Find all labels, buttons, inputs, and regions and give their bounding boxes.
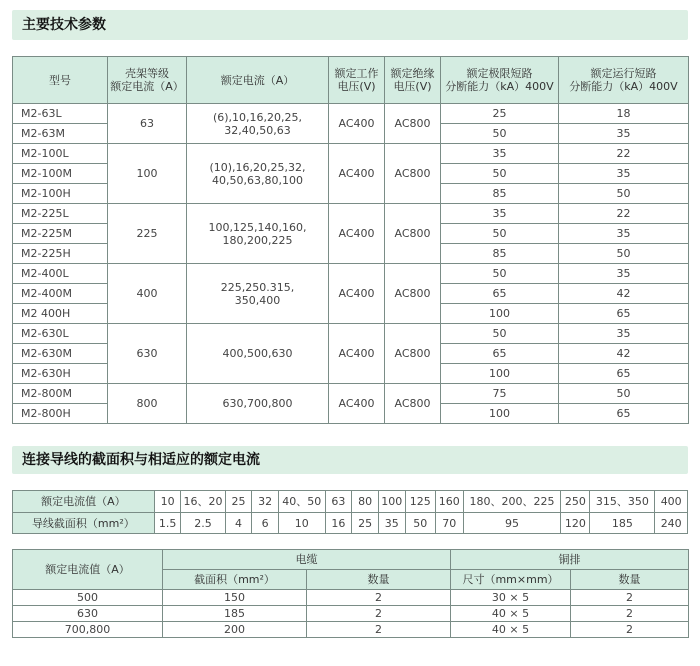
ultimate-breaking-cell: 35	[441, 144, 559, 164]
model-cell: M2-800H	[13, 404, 108, 424]
service-breaking-cell: 35	[559, 264, 689, 284]
frame-current-cell: 800	[108, 384, 187, 424]
service-breaking-cell: 50	[559, 244, 689, 264]
frame-current-cell: 100	[108, 144, 187, 204]
section-title-wire: 连接导线的截面积与相适应的额定电流	[12, 446, 688, 474]
service-breaking-cell: 35	[559, 124, 689, 144]
work-voltage-cell: AC400	[329, 324, 385, 384]
rated-current-cell: 100,125,140,160, 180,200,225	[187, 204, 329, 264]
work-voltage-cell: AC400	[329, 384, 385, 424]
wire-current-label: 额定电流值（A）	[13, 491, 155, 513]
rated-current-cell: (6),10,16,20,25, 32,40,50,63	[187, 104, 329, 144]
service-breaking-cell: 22	[559, 144, 689, 164]
wire-area-cell: 95	[463, 513, 561, 534]
insulation-voltage-cell: AC800	[385, 264, 441, 324]
wire-current-cell: 180、200、225	[463, 491, 561, 513]
copper-size-cell: 40 × 5	[451, 622, 571, 638]
wire-area-cell: 185	[590, 513, 655, 534]
insulation-voltage-cell: AC800	[385, 324, 441, 384]
header-model: 型号	[13, 57, 108, 104]
header-frame-current: 壳架等级 额定电流（A）	[108, 57, 187, 104]
wire-current-cell: 16、20	[181, 491, 225, 513]
wire-area-cell: 6	[252, 513, 279, 534]
header-insulation-voltage: 额定绝缘 电压(V)	[385, 57, 441, 104]
model-cell: M2-63L	[13, 104, 108, 124]
model-cell: M2-800M	[13, 384, 108, 404]
insulation-voltage-cell: AC800	[385, 384, 441, 424]
copper-qty-cell: 2	[571, 590, 689, 606]
wire-area-cell: 16	[325, 513, 352, 534]
ultimate-breaking-cell: 25	[441, 104, 559, 124]
service-breaking-cell: 42	[559, 344, 689, 364]
cable-qty-cell: 2	[307, 622, 451, 638]
wire-current-cell: 10	[154, 491, 181, 513]
model-cell: M2-225L	[13, 204, 108, 224]
work-voltage-cell: AC400	[329, 204, 385, 264]
rated-current-cell: 400,500,630	[187, 324, 329, 384]
model-cell: M2-400L	[13, 264, 108, 284]
service-breaking-cell: 35	[559, 164, 689, 184]
cable-current-cell: 700,800	[13, 622, 163, 638]
cable-current-cell: 630	[13, 606, 163, 622]
cable-area-cell: 150	[163, 590, 307, 606]
spec-row	[13, 104, 689, 124]
header-cable: 电缆	[163, 550, 451, 570]
section-title-specs: 主要技术参数	[12, 10, 688, 40]
cable-current-cell: 500	[13, 590, 163, 606]
wire-area-cell: 240	[655, 513, 688, 534]
ultimate-breaking-cell: 50	[441, 264, 559, 284]
cable-qty-cell: 2	[307, 590, 451, 606]
header-ultimate-breaking: 额定极限短路 分断能力（kA）400V	[441, 57, 559, 104]
service-breaking-cell: 35	[559, 324, 689, 344]
frame-current-cell: 630	[108, 324, 187, 384]
model-cell: M2-630L	[13, 324, 108, 344]
copper-qty-cell: 2	[571, 622, 689, 638]
service-breaking-cell: 50	[559, 384, 689, 404]
service-breaking-cell: 22	[559, 204, 689, 224]
ultimate-breaking-cell: 50	[441, 224, 559, 244]
spec-row	[13, 384, 689, 404]
model-cell: M2-630M	[13, 344, 108, 364]
copper-size-cell: 30 × 5	[451, 590, 571, 606]
wire-current-cell: 80	[352, 491, 379, 513]
wire-area-cell: 50	[405, 513, 435, 534]
cable-area-cell: 200	[163, 622, 307, 638]
service-breaking-cell: 65	[559, 364, 689, 384]
model-cell: M2-100H	[13, 184, 108, 204]
header-rated-current: 额定电流（A）	[187, 57, 329, 104]
model-cell: M2-100M	[13, 164, 108, 184]
spec-row	[13, 204, 689, 224]
header-work-voltage: 额定工作 电压(V)	[329, 57, 385, 104]
wire-current-cell: 160	[435, 491, 463, 513]
header-cable-qty: 数量	[307, 570, 451, 590]
ultimate-breaking-cell: 35	[441, 204, 559, 224]
spec-row	[13, 264, 689, 284]
ultimate-breaking-cell: 50	[441, 324, 559, 344]
model-cell: M2-63M	[13, 124, 108, 144]
insulation-voltage-cell: AC800	[385, 204, 441, 264]
frame-current-cell: 400	[108, 264, 187, 324]
ultimate-breaking-cell: 85	[441, 244, 559, 264]
service-breaking-cell: 65	[559, 304, 689, 324]
frame-current-cell: 63	[108, 104, 187, 144]
wire-current-cell: 100	[378, 491, 405, 513]
model-cell: M2-400M	[13, 284, 108, 304]
service-breaking-cell: 50	[559, 184, 689, 204]
wire-area-cell: 4	[225, 513, 252, 534]
model-cell: M2-225M	[13, 224, 108, 244]
ultimate-breaking-cell: 50	[441, 164, 559, 184]
wire-area-cell: 25	[352, 513, 379, 534]
wire-area-cell: 1.5	[154, 513, 181, 534]
model-cell: M2-630H	[13, 364, 108, 384]
header-copper-size: 尺寸（mm×mm）	[451, 570, 571, 590]
service-breaking-cell: 18	[559, 104, 689, 124]
work-voltage-cell: AC400	[329, 264, 385, 324]
ultimate-breaking-cell: 65	[441, 284, 559, 304]
rated-current-cell: 630,700,800	[187, 384, 329, 424]
cable-area-cell: 185	[163, 606, 307, 622]
cable-copper-table	[12, 549, 689, 638]
wire-current-cell: 315、350	[590, 491, 655, 513]
service-breaking-cell: 65	[559, 404, 689, 424]
cable-qty-cell: 2	[307, 606, 451, 622]
header-copper: 铜排	[451, 550, 689, 570]
copper-qty-cell: 2	[571, 606, 689, 622]
service-breaking-cell: 42	[559, 284, 689, 304]
ultimate-breaking-cell: 100	[441, 364, 559, 384]
copper-size-cell: 40 × 5	[451, 606, 571, 622]
wire-current-cell: 125	[405, 491, 435, 513]
header-copper-qty: 数量	[571, 570, 689, 590]
frame-current-cell: 225	[108, 204, 187, 264]
model-cell: M2-100L	[13, 144, 108, 164]
work-voltage-cell: AC400	[329, 144, 385, 204]
ultimate-breaking-cell: 85	[441, 184, 559, 204]
wire-current-cell: 63	[325, 491, 352, 513]
cable-row	[13, 622, 689, 638]
rated-current-cell: 225,250.315, 350,400	[187, 264, 329, 324]
header-service-breaking: 额定运行短路 分断能力（kA）400V	[559, 57, 689, 104]
cable-row	[13, 606, 689, 622]
ultimate-breaking-cell: 65	[441, 344, 559, 364]
wire-current-cell: 40、50	[279, 491, 325, 513]
spec-row	[13, 144, 689, 164]
wire-current-cell: 32	[252, 491, 279, 513]
cable-row	[13, 590, 689, 606]
wire-current-cell: 25	[225, 491, 252, 513]
spec-table	[12, 56, 689, 424]
wire-current-cell: 250	[561, 491, 590, 513]
wire-table	[12, 490, 688, 534]
insulation-voltage-cell: AC800	[385, 104, 441, 144]
header-cable-area: 截面积（mm²）	[163, 570, 307, 590]
model-cell: M2-225H	[13, 244, 108, 264]
rated-current-cell: (10),16,20,25,32, 40,50,63,80,100	[187, 144, 329, 204]
ultimate-breaking-cell: 75	[441, 384, 559, 404]
wire-area-cell: 70	[435, 513, 463, 534]
wire-current-cell: 400	[655, 491, 688, 513]
model-cell: M2 400H	[13, 304, 108, 324]
header-cable-current: 额定电流值（A）	[13, 550, 163, 590]
wire-area-label: 导线截面积（mm²）	[13, 513, 155, 534]
ultimate-breaking-cell: 100	[441, 304, 559, 324]
service-breaking-cell: 35	[559, 224, 689, 244]
wire-area-cell: 35	[378, 513, 405, 534]
wire-area-cell: 2.5	[181, 513, 225, 534]
wire-area-cell: 10	[279, 513, 325, 534]
insulation-voltage-cell: AC800	[385, 144, 441, 204]
wire-area-cell: 120	[561, 513, 590, 534]
spec-row	[13, 324, 689, 344]
work-voltage-cell: AC400	[329, 104, 385, 144]
ultimate-breaking-cell: 50	[441, 124, 559, 144]
ultimate-breaking-cell: 100	[441, 404, 559, 424]
